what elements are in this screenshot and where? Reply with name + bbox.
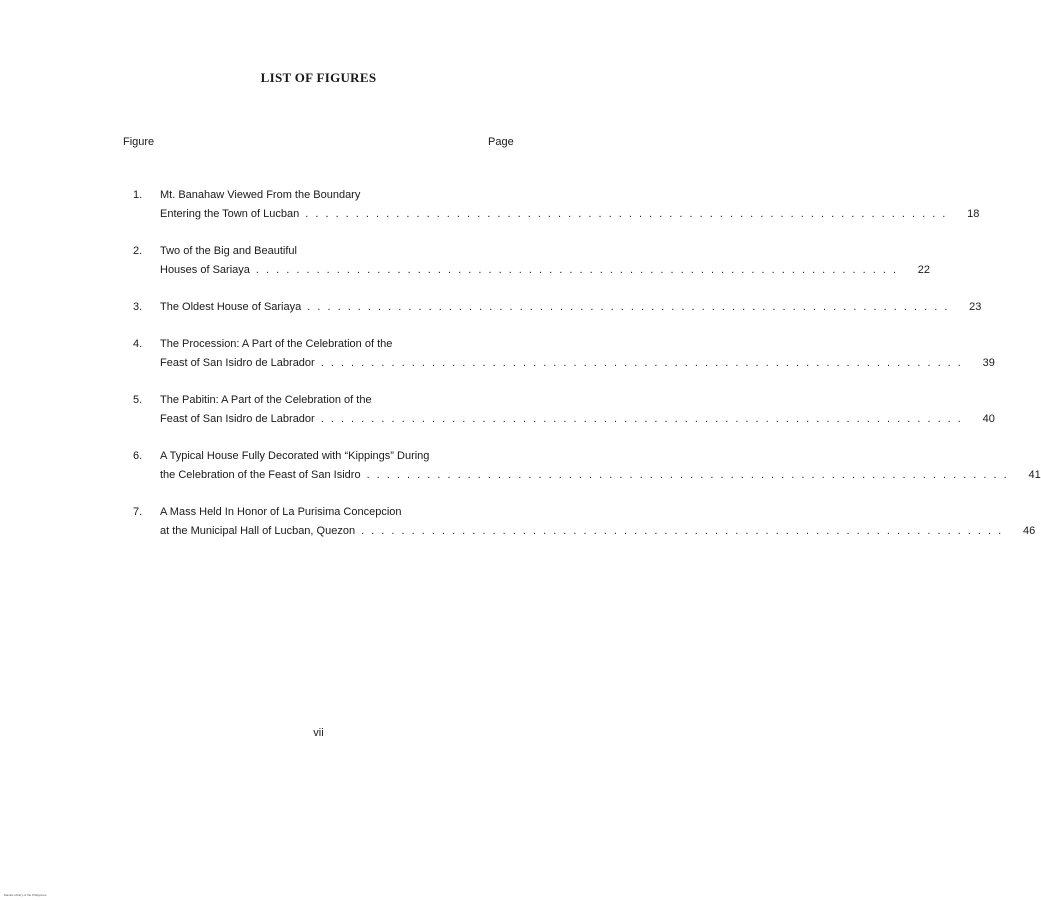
figure-number: 4. <box>133 338 143 350</box>
figure-entry <box>133 335 995 373</box>
figure-page-number: 41 <box>1028 469 1041 481</box>
page-column-header: Page <box>488 136 514 148</box>
caption-line: Two of the Big and Beautiful <box>160 245 297 257</box>
figure-column-header: Figure <box>123 136 155 148</box>
caption-line: Mt. Banahaw Viewed From the Boundary <box>160 189 361 201</box>
figure-caption <box>160 391 995 429</box>
figure-page-number: 40 <box>982 413 995 425</box>
dot-leader <box>305 205 947 224</box>
caption-line: Feast of San Isidro de Labrador <box>160 357 315 369</box>
caption-line: Entering the Town of Lucban <box>160 208 300 220</box>
caption-last-line <box>160 205 979 224</box>
dot-leader <box>361 522 1003 541</box>
figure-caption <box>160 298 981 317</box>
figure-entry <box>133 503 1036 541</box>
figure-page-number: 23 <box>969 301 982 313</box>
dot-leader <box>367 466 1009 485</box>
figure-caption <box>160 186 979 224</box>
caption-last-line <box>160 466 1041 485</box>
caption-line: Feast of San Isidro de Labrador <box>160 413 315 425</box>
figure-number: 7. <box>133 506 143 518</box>
figure-number: 5. <box>133 394 143 406</box>
dot-leader <box>321 410 963 429</box>
caption-line: A Typical House Fully Decorated with “Kippings” During <box>160 450 430 462</box>
figure-caption <box>160 335 995 373</box>
figure-entry <box>133 447 1041 485</box>
figure-number: 6. <box>133 450 143 462</box>
dot-leader <box>307 298 949 317</box>
caption-last-line <box>160 354 995 373</box>
page-number: vii <box>313 727 324 739</box>
caption-line: The Pabitin: A Part of the Celebration of the <box>160 394 372 406</box>
figure-number: 3. <box>133 301 143 313</box>
figure-list <box>133 186 1041 559</box>
caption-last-line <box>160 522 1035 541</box>
caption-line: Houses of Sariaya <box>160 264 250 276</box>
figure-entry <box>133 298 982 317</box>
figure-entry <box>133 242 931 280</box>
figure-page-number: 18 <box>967 208 980 220</box>
figure-entry <box>133 186 980 224</box>
dot-leader <box>321 354 963 373</box>
caption-last-line <box>160 298 981 317</box>
footer-mark: Manila Library of the Philippines <box>4 893 47 897</box>
caption-line: The Oldest House of Sariaya <box>160 301 302 313</box>
caption-last-line <box>160 261 930 280</box>
caption-line: at the Municipal Hall of Lucban, Quezon <box>160 525 356 537</box>
caption-line: the Celebration of the Feast of San Isidro <box>160 469 361 481</box>
figure-entry <box>133 391 995 429</box>
figure-caption <box>160 503 1035 541</box>
figure-number: 1. <box>133 189 143 201</box>
figure-caption <box>160 447 1041 485</box>
figure-page-number: 39 <box>982 357 995 369</box>
caption-last-line <box>160 410 995 429</box>
dot-leader <box>256 261 898 280</box>
page-title: LIST OF FIGURES <box>260 70 377 85</box>
figure-caption <box>160 242 930 280</box>
figure-number: 2. <box>133 245 143 257</box>
caption-line: The Procession: A Part of the Celebration of the <box>160 338 393 350</box>
figure-page-number: 22 <box>917 264 931 276</box>
caption-line: A Mass Held In Honor of La Purisima Concepcion <box>160 506 402 518</box>
figure-page-number: 46 <box>1022 525 1036 537</box>
